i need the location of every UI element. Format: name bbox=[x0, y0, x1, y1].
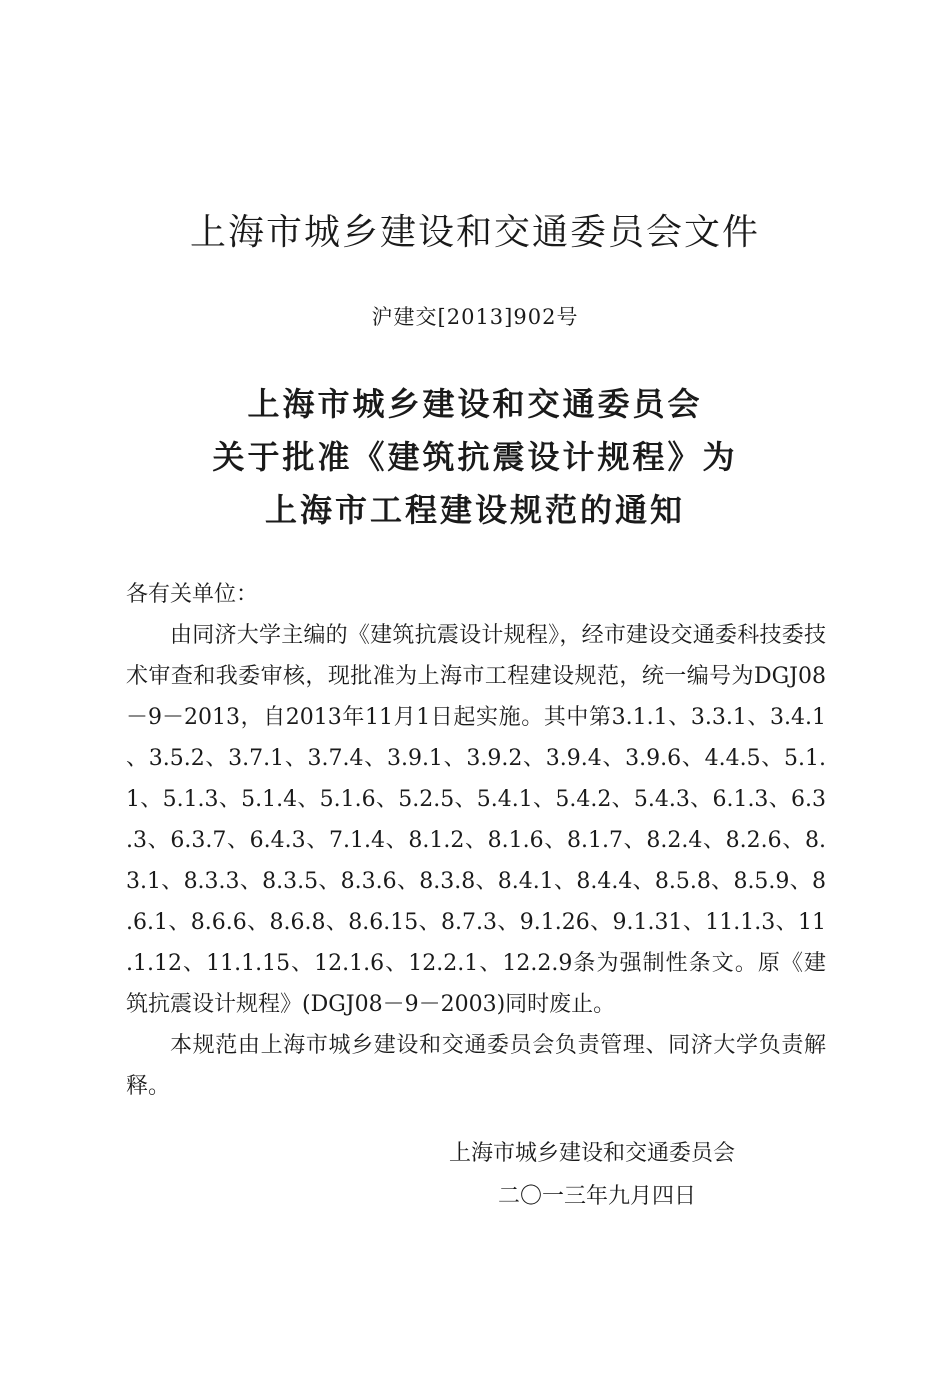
signature-date: 二〇一三年九月四日 bbox=[498, 1184, 697, 1209]
notice-body bbox=[126, 574, 826, 1107]
issuer-title: 上海市城乡建设和交通委员会文件 bbox=[189, 212, 760, 253]
salutation: 各有关单位： bbox=[126, 582, 259, 607]
document-number: 沪建交[2013]902号 bbox=[371, 305, 579, 329]
signature-organization: 上海市城乡建设和交通委员会 bbox=[449, 1141, 736, 1166]
body-paragraph-approval: 由同济大学主编的《建筑抗震设计规程》，经市建设交通委科技委技术审查和我委审核，现批准为上海市工程建设规范，统一编号为DGJ08－9－2013，自2013年11月1日起实施。其中第3.1.1、3.3.1、3.4.1、3.5.2、3.7.1、3.7.4、3.9.1、3.9.2、3.9.4、3.9.6、4.4.5、5.1.1、5.1.3、5.1.4、5.1.6、5.2.5、5.4.1、5.4.2、5.4.3、6.1.3、6.3.3、6.3.7、6.4.3、7.1.4、8.1.2、8.1.6、8.1.7、8.2.4、8.2.6、8.3.1、8.3.3、8.3.5、8.3.6、8.3.8、8.4.1、8.4.4、8.5.8、8.5.9、8.6.1、8.6.6、8.6.8、8.6.15、8.7.3、9.1.26、9.1.31、11.1.3、11.1.12、11.1.15、12.1.6、12.2.1、12.2.9条为强制性条文。原《建筑抗震设计规程》(DGJ08－9－2003)同时废止。 bbox=[126, 623, 826, 1017]
title-line-1: 上海市城乡建设和交通委员会 bbox=[247, 385, 703, 423]
title-line-2: 关于批准《建筑抗震设计规程》为 bbox=[212, 438, 738, 476]
notice-title bbox=[0, 378, 950, 537]
title-line-3: 上海市工程建设规范的通知 bbox=[264, 491, 685, 529]
body-paragraph-management: 本规范由上海市城乡建设和交通委员会负责管理、同济大学负责解释。 bbox=[126, 1033, 826, 1099]
signature-block bbox=[0, 1132, 950, 1218]
